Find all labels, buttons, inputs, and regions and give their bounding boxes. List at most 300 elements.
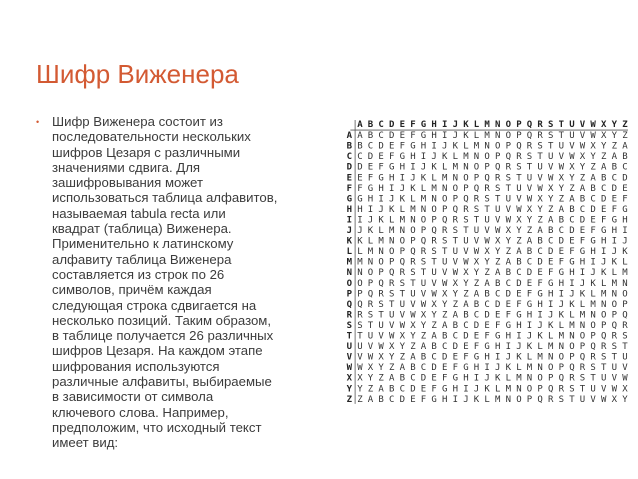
tabula-cell: J	[516, 342, 522, 353]
tabula-cell: T	[537, 152, 543, 163]
tabula-cell: Q	[494, 162, 501, 173]
tabula-header-letter: J	[452, 120, 459, 130]
tabula-cell: Y	[537, 204, 543, 215]
tabula-cell: J	[547, 310, 554, 321]
tabula-cell: W	[357, 363, 363, 374]
tabula-cell: Q	[378, 278, 384, 289]
tabula-cell: J	[579, 278, 586, 289]
tabula-cell: O	[600, 310, 607, 321]
tabula-cell: W	[399, 320, 406, 331]
tabula-cell: F	[505, 310, 512, 321]
tabula-cell: X	[569, 162, 575, 173]
tabula-cell: S	[600, 352, 607, 363]
tabula-cell: N	[569, 331, 575, 342]
tabula-cell: V	[388, 320, 395, 331]
tabula-cell: Z	[558, 194, 565, 205]
tabula-cell: T	[388, 299, 395, 310]
tabula-cell: Q	[463, 194, 469, 205]
tabula-cell: R	[494, 173, 501, 184]
tabula-cell: P	[611, 310, 618, 321]
tabula-cell: O	[431, 204, 437, 215]
tabula-cell: L	[484, 394, 490, 405]
tabula-cell: F	[526, 289, 533, 300]
tabula-cell: B	[378, 394, 384, 405]
tabula-cell: M	[420, 194, 427, 205]
tabula-cell: T	[505, 183, 512, 194]
tabula-cell: B	[357, 141, 363, 152]
tabula-cell: Q	[579, 352, 586, 363]
tabula-cell: Q	[473, 183, 480, 194]
tabula-cell: I	[537, 310, 543, 321]
tabula-cell: Y	[590, 152, 596, 163]
tabula-cell: G	[569, 257, 575, 268]
tabula-cell: E	[505, 299, 512, 310]
tabula-cell: H	[410, 152, 416, 163]
tabula-cell: Z	[431, 320, 437, 331]
tabula-cell: P	[420, 226, 427, 236]
tabula-cell: L	[494, 384, 501, 395]
tabula-cell: H	[590, 247, 596, 258]
tabula-cell: Y	[622, 394, 628, 405]
tabula-cell: B	[569, 204, 575, 215]
tabula-header-letter: W	[590, 120, 596, 130]
tabula-cell: A	[388, 373, 395, 384]
tabula-cell: N	[367, 257, 374, 268]
tabula-cell: W	[516, 204, 522, 215]
tabula-cell: H	[399, 162, 406, 173]
tabula-cell: J	[569, 289, 575, 300]
tabula-cell: W	[388, 331, 395, 342]
tabula-cell: L	[547, 331, 554, 342]
tabula-cell: Q	[420, 236, 427, 247]
tabula-cell: Q	[569, 363, 575, 374]
tabula-cell: M	[357, 257, 363, 268]
tabula-cell: Y	[547, 194, 554, 205]
tabula-cell: F	[378, 162, 384, 173]
tabula-cell: D	[494, 299, 501, 310]
tabula-cell: M	[367, 247, 374, 258]
tabula-cell: R	[622, 320, 628, 331]
tabula-cell: Q	[537, 394, 543, 405]
tabula-cell: T	[558, 131, 565, 142]
tabula-cell: L	[441, 162, 448, 173]
tabula-cell: N	[484, 141, 490, 152]
tabula-cell: N	[494, 131, 501, 142]
tabula-cell: O	[399, 236, 406, 247]
tabula-header-letter: F	[410, 120, 416, 130]
tabula-cell: J	[537, 320, 543, 331]
tabula-cell: R	[611, 331, 618, 342]
tabula-cell: R	[526, 141, 533, 152]
tabula-cell: Q	[611, 320, 618, 331]
tabula-cell: Z	[569, 183, 575, 194]
tabula-header-letter: B	[367, 120, 374, 130]
tabula-cell: S	[494, 183, 501, 194]
tabula-cell: D	[516, 278, 522, 289]
tabula-cell: U	[473, 226, 480, 236]
tabula-cell: X	[378, 352, 384, 363]
tabula-cell: X	[622, 384, 628, 395]
tabula-cell: Z	[441, 310, 448, 321]
tabula-cell: B	[494, 278, 501, 289]
tabula-cell: T	[579, 384, 586, 395]
tabula-header-letter: C	[378, 120, 384, 130]
tabula-cell: I	[505, 342, 512, 353]
tabula-cell: L	[526, 352, 533, 363]
tabula-cell: X	[547, 183, 554, 194]
tabula-cell: H	[558, 278, 565, 289]
tabula-cell: J	[378, 204, 384, 215]
tabula-header-letter: G	[420, 120, 427, 130]
tabula-cell: V	[547, 162, 554, 173]
tabula-cell: J	[600, 257, 607, 268]
tabula-cell: P	[622, 299, 628, 310]
tabula-cell: Y	[431, 310, 437, 321]
tabula-cell: X	[473, 257, 480, 268]
tabula-cell: S	[622, 331, 628, 342]
tabula-cell: K	[388, 204, 395, 215]
tabula-cell: T	[473, 215, 480, 226]
tabula-cell: U	[622, 352, 628, 363]
tabula-cell: F	[473, 342, 480, 353]
tabula-cell: Y	[452, 289, 459, 300]
tabula-cell: Q	[410, 247, 416, 258]
tabula-cell: G	[600, 226, 607, 236]
tabula-header-letter: R	[537, 120, 543, 130]
tabula-cell: A	[526, 236, 533, 247]
tabula-cell: J	[367, 215, 374, 226]
tabula-cell: D	[473, 320, 480, 331]
tabula-cell: C	[579, 204, 586, 215]
tabula-cell: W	[494, 226, 501, 236]
tabula-cell: S	[420, 257, 427, 268]
tabula-cell: W	[526, 194, 533, 205]
tabula-header-letter: Y	[611, 120, 618, 130]
tabula-row-header-letter: I	[346, 215, 353, 226]
tabula-cell: N	[473, 152, 480, 163]
tabula-cell: O	[622, 289, 628, 300]
tabula-cell: Y	[516, 226, 522, 236]
tabula-cell: X	[357, 373, 363, 384]
tabula-cell: R	[547, 394, 554, 405]
tabula-cell: U	[526, 173, 533, 184]
tabula-cell: V	[441, 268, 448, 279]
tabula-cell: D	[484, 310, 490, 321]
tabula-cell: O	[463, 173, 469, 184]
tabula-cell: G	[388, 162, 395, 173]
tabula-cell: X	[590, 141, 596, 152]
tabula-cell: H	[569, 268, 575, 279]
tabula-cell: M	[516, 373, 522, 384]
tabula-cell: Q	[388, 268, 395, 279]
tabula-cell: T	[516, 173, 522, 184]
tabula-cell: S	[410, 268, 416, 279]
tabula-row-header-letter: K	[346, 236, 353, 247]
tabula-cell: R	[367, 299, 374, 310]
tabula-cell: F	[494, 320, 501, 331]
tabula-cell: U	[494, 204, 501, 215]
tabula-cell: V	[367, 342, 374, 353]
tabula-cell: F	[367, 173, 374, 184]
tabula-cell: R	[600, 342, 607, 353]
tabula-cell: O	[420, 215, 427, 226]
tabula-row-header-letter: A	[346, 131, 353, 142]
tabula-cell: O	[547, 363, 554, 374]
tabula-cell: Y	[420, 320, 427, 331]
tabula-cell: M	[622, 268, 628, 279]
tabula-cell: X	[516, 215, 522, 226]
tabula-cell: Z	[611, 141, 618, 152]
tabula-cell: O	[569, 342, 575, 353]
tabula-cell: U	[484, 215, 490, 226]
tabula-cell: A	[452, 310, 459, 321]
tabula-cell: D	[611, 183, 618, 194]
tabula-header-letter: L	[473, 120, 480, 130]
tabula-cell: O	[505, 131, 512, 142]
tabula-cell: P	[484, 162, 490, 173]
tabula-cell: J	[452, 131, 459, 142]
tabula-cell: U	[611, 363, 618, 374]
tabula-cell: Q	[600, 331, 607, 342]
tabula-cell: I	[484, 363, 490, 374]
tabula-cell: F	[537, 278, 543, 289]
tabula-cell: J	[431, 152, 437, 163]
tabula-cell: Y	[600, 141, 607, 152]
tabula-cell: A	[463, 299, 469, 310]
tabula-cell: O	[558, 352, 565, 363]
tabula-cell: C	[452, 331, 459, 342]
tabula-cell: S	[579, 373, 586, 384]
tabula-cell: J	[463, 394, 469, 405]
tabula-cell: Z	[526, 226, 533, 236]
tabula-row-header-letter: X	[346, 373, 353, 384]
tabula-cell: B	[526, 247, 533, 258]
tabula-cell: S	[526, 152, 533, 163]
tabula-cell: W	[420, 299, 427, 310]
tabula-cell: X	[388, 342, 395, 353]
tabula-cell: Q	[367, 289, 374, 300]
tabula-cell: N	[431, 194, 437, 205]
tabula-cell: R	[441, 226, 448, 236]
tabula-cell: W	[547, 173, 554, 184]
tabula-cell: D	[399, 394, 406, 405]
tabula-cell: M	[590, 299, 596, 310]
tabula-cell: K	[441, 152, 448, 163]
tabula-cell: A	[473, 289, 480, 300]
tabula-cell: P	[537, 384, 543, 395]
tabula-cell: Z	[378, 373, 384, 384]
tabula-cell: V	[526, 183, 533, 194]
tabula-cell: W	[622, 373, 628, 384]
tabula-cell: W	[463, 257, 469, 268]
tabula-cell: B	[399, 373, 406, 384]
tabula-cell: O	[473, 162, 480, 173]
tabula-cell: R	[484, 183, 490, 194]
tabula-cell: D	[622, 173, 628, 184]
tabula-cell: Z	[590, 162, 596, 173]
tabula-cell: I	[388, 183, 395, 194]
tabula-cell: W	[611, 384, 618, 395]
tabula-cell: Z	[357, 394, 363, 405]
tabula-cell: Y	[569, 173, 575, 184]
tabula-cell: Q	[357, 299, 363, 310]
tabula-row-header-letter: J	[346, 226, 353, 236]
tabula-cell: E	[367, 162, 374, 173]
tabula-cell: I	[558, 289, 565, 300]
tabula-cell: N	[357, 268, 363, 279]
tabula-cell: K	[484, 384, 490, 395]
tabula-cell: S	[441, 236, 448, 247]
tabula-cell: K	[410, 183, 416, 194]
bullet-marker: •	[36, 117, 40, 127]
tabula-cell: T	[441, 247, 448, 258]
tabula-cell: K	[473, 394, 480, 405]
tabula-cell: B	[590, 183, 596, 194]
tabula-row-header-letter: B	[346, 141, 353, 152]
tabula-cell: K	[611, 257, 618, 268]
tabula-cell: G	[378, 173, 384, 184]
tabula-cell: N	[505, 394, 512, 405]
tabula-cell: X	[431, 299, 437, 310]
tabula-cell: P	[367, 278, 374, 289]
tabula-cell: M	[441, 173, 448, 184]
tabula-cell: O	[579, 331, 586, 342]
tabula-cell: J	[494, 363, 501, 374]
tabula-cell: U	[463, 236, 469, 247]
tabula-cell: I	[579, 268, 586, 279]
tabula-cell: L	[600, 278, 607, 289]
tabula-cell: R	[357, 310, 363, 321]
tabula-header-letter: D	[388, 120, 395, 130]
tabula-cell: X	[441, 289, 448, 300]
tabula-cell: J	[526, 331, 533, 342]
tabula-cell: G	[547, 278, 554, 289]
tabula-cell: P	[388, 257, 395, 268]
tabula-header-letter: X	[600, 120, 607, 130]
tabula-cell: D	[367, 152, 374, 163]
tabula-cell: I	[420, 152, 427, 163]
tabula-cell: S	[505, 173, 512, 184]
tabula-cell: T	[420, 268, 427, 279]
tabula-header-letter: U	[569, 120, 575, 130]
tabula-cell: W	[579, 141, 586, 152]
tabula-cell: V	[473, 236, 480, 247]
tabula-cell: G	[516, 310, 522, 321]
tabula-cell: N	[516, 384, 522, 395]
tabula-cell: W	[484, 236, 490, 247]
tabula-cell: M	[484, 131, 490, 142]
tabula-cell: B	[622, 152, 628, 163]
tabula-cell: S	[378, 299, 384, 310]
tabula-cell: K	[367, 226, 374, 236]
tabula-cell: K	[579, 289, 586, 300]
tabula-cell: T	[357, 331, 363, 342]
tabula-cell: R	[505, 162, 512, 173]
tabula-cell: E	[600, 204, 607, 215]
tabula-cell: N	[547, 352, 554, 363]
tabula-cell: H	[357, 204, 363, 215]
tabula-cell: Z	[579, 173, 586, 184]
tabula-header-letter: Z	[622, 120, 628, 130]
tabula-cell: V	[420, 289, 427, 300]
tabula-cell: D	[547, 247, 554, 258]
tabula-cell: G	[463, 363, 469, 374]
tabula-cell: A	[600, 162, 607, 173]
tabula-cell: R	[473, 194, 480, 205]
tabula-cell: G	[505, 320, 512, 331]
tabula-cell: G	[357, 194, 363, 205]
tabula-cell: E	[420, 384, 427, 395]
tabula-cell: M	[526, 363, 533, 374]
tabula-cell: H	[367, 194, 374, 205]
tabula-cell: M	[547, 342, 554, 353]
tabula-cell: Y	[473, 268, 480, 279]
tabula-cell: T	[378, 310, 384, 321]
tabula-cell: M	[463, 152, 469, 163]
tabula-cell: L	[611, 268, 618, 279]
tabula-cell: P	[590, 331, 596, 342]
tabula-cell: H	[473, 363, 480, 374]
tabula-cell: Y	[611, 131, 618, 142]
tabula-cell: C	[399, 384, 406, 395]
tabula-cell: E	[484, 320, 490, 331]
tabula-cell: C	[367, 141, 374, 152]
tabula-cell: P	[399, 247, 406, 258]
tabula-cell: B	[600, 173, 607, 184]
tabula-cell: N	[399, 226, 406, 236]
tabula-cell: L	[569, 310, 575, 321]
tabula-cell: O	[484, 152, 490, 163]
tabula-cell: M	[399, 215, 406, 226]
tabula-row-header-letter: D	[346, 162, 353, 173]
tabula-cell: K	[378, 215, 384, 226]
tabula-cell: Z	[410, 342, 416, 353]
tabula-cell: D	[505, 289, 512, 300]
tabula-cell: X	[484, 247, 490, 258]
tabula-cell: O	[388, 247, 395, 258]
tabula-cell: Y	[367, 373, 374, 384]
tabula-cell: W	[569, 152, 575, 163]
tabula-cell: E	[441, 363, 448, 374]
tabula-cell: X	[399, 331, 406, 342]
tabula-cell: Q	[441, 215, 448, 226]
tabula-cell: J	[473, 384, 480, 395]
tabula-cell: S	[484, 194, 490, 205]
tabula-cell: I	[611, 236, 618, 247]
tabula-cell: C	[420, 363, 427, 374]
tabula-row-header-letter: C	[346, 152, 353, 163]
tabula-cell: V	[378, 331, 384, 342]
tabula-cell: O	[441, 194, 448, 205]
tabula-cell: Y	[388, 352, 395, 363]
tabula-cell: U	[410, 289, 416, 300]
tabula-cell: E	[558, 247, 565, 258]
tabula-cell: G	[399, 152, 406, 163]
tabula-cell: W	[505, 215, 512, 226]
tabula-cell: C	[357, 152, 363, 163]
tabula-cell: S	[463, 215, 469, 226]
tabula-cell: T	[463, 226, 469, 236]
tabula-cell: B	[452, 320, 459, 331]
tabula-cell: I	[452, 394, 459, 405]
tabula-cell: R	[590, 352, 596, 363]
tabula-cell: W	[473, 247, 480, 258]
tabula-cell: S	[547, 131, 554, 142]
tabula-cell: A	[558, 204, 565, 215]
tabula-recta-grid	[330, 117, 628, 413]
tabula-cell: Y	[494, 247, 501, 258]
tabula-cell: X	[579, 152, 586, 163]
